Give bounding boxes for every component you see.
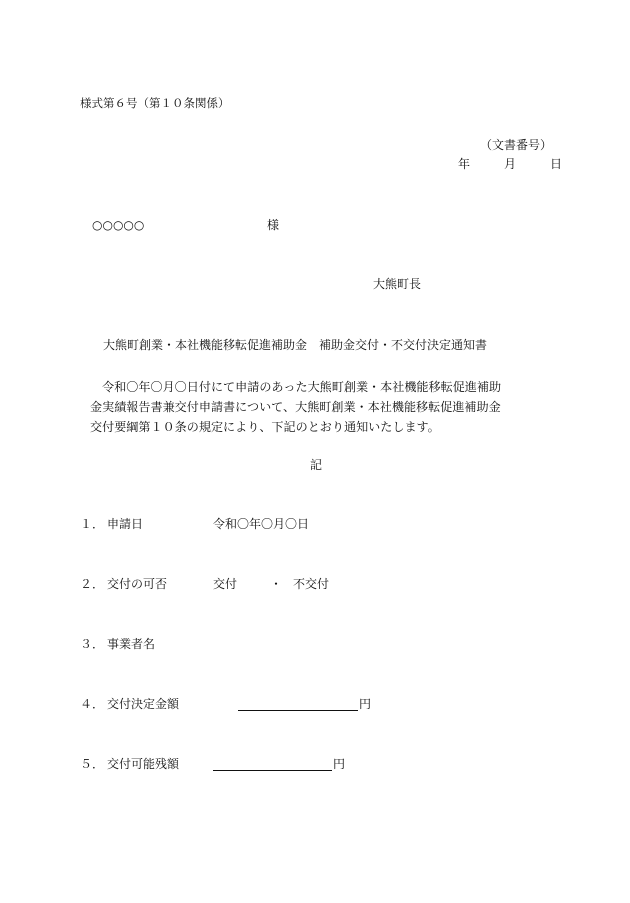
honorific: 様 — [267, 218, 280, 232]
yen-unit: 円 — [333, 757, 346, 771]
body-line: 令和〇年〇月〇日付にて申請のあった大熊町創業・本社機能移転促進補助 — [90, 380, 502, 394]
item-number: １． — [80, 517, 105, 531]
item-label-business-name: 事業者名 — [107, 637, 156, 651]
item-label-grant-decision: 交付の可否 — [107, 577, 168, 591]
decided-amount-blank[interactable] — [238, 698, 358, 711]
yen-unit: 円 — [359, 697, 372, 711]
body-text — [90, 377, 562, 437]
date-line — [458, 158, 562, 170]
form-number: 様式第６号（第１０条関係） — [80, 96, 230, 110]
document-number: （文書番号） — [480, 138, 553, 152]
body-line: 交付要綱第１０条の規定により、下記のとおり通知いたします。 — [90, 420, 440, 434]
sender-name: 大熊町長 — [373, 277, 422, 291]
date-day: 日 — [550, 157, 563, 171]
item-label-application-date: 申請日 — [107, 517, 144, 531]
item-number: ５． — [80, 757, 105, 771]
item-number: ２． — [80, 577, 105, 591]
item-label-decided-amount: 交付決定金額 — [107, 697, 180, 711]
recipient-name: ○○○○○ — [92, 218, 145, 232]
date-year: 年 — [458, 157, 471, 171]
document-title: 大熊町創業・本社機能移転促進補助金 補助金交付・不交付決定通知書 — [103, 338, 488, 352]
ki-heading: 記 — [310, 458, 323, 472]
item-label-remaining-amount: 交付可能残額 — [107, 757, 180, 771]
option-separator: ・ — [270, 577, 283, 591]
item-value-application-date: 令和〇年〇月〇日 — [213, 517, 310, 531]
item-number: ３． — [80, 637, 105, 651]
remaining-amount-blank[interactable] — [213, 758, 332, 771]
body-line: 金実績報告書兼交付申請書について、大熊町創業・本社機能移転促進補助金 — [90, 400, 501, 414]
option-no-grant: 不交付 — [293, 577, 330, 591]
date-month: 月 — [504, 157, 517, 171]
item-number: ４． — [80, 697, 105, 711]
option-grant: 交付 — [213, 577, 238, 591]
